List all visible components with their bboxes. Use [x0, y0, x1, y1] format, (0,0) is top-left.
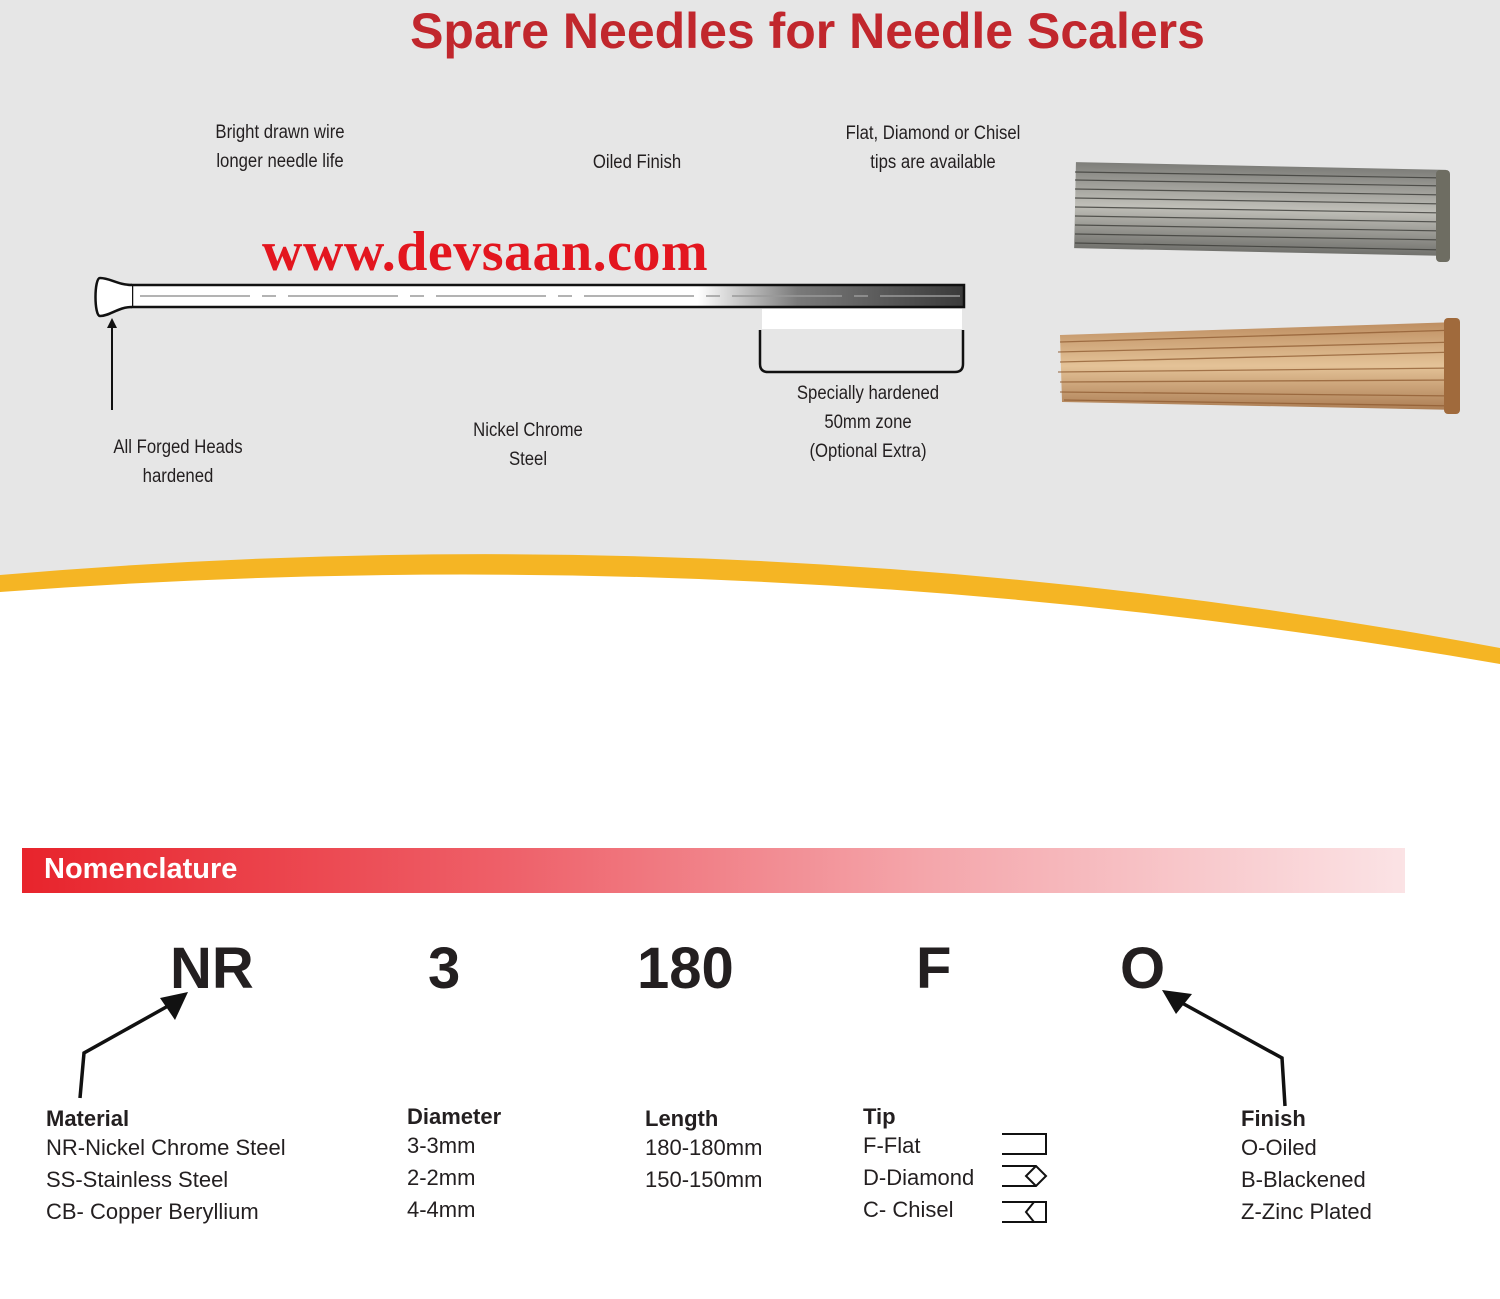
code-tip: F [916, 936, 952, 1001]
tip-item: F-Flat [863, 1133, 921, 1158]
tip-column [863, 1104, 974, 1226]
page-title: Spare Needles for Needle Scalers [410, 3, 1205, 59]
material-column [46, 1106, 286, 1228]
nickel-chrome-callout: Nickel Chrome Steel [473, 420, 583, 470]
website-url: www.devsaan.com [262, 221, 709, 283]
finish-column [1241, 1106, 1372, 1228]
length-heading: Length [645, 1106, 719, 1131]
diameter-heading: Diameter [407, 1104, 502, 1129]
finish-item: Z-Zinc Plated [1241, 1199, 1372, 1224]
bright-wire-callout: Bright drawn wire longer needle life [215, 122, 345, 172]
length-item: 180-180mm [645, 1135, 763, 1160]
material-item: NR-Nickel Chrome Steel [46, 1135, 286, 1160]
diameter-item: 3-3mm [407, 1133, 476, 1158]
tip-item: C- Chisel [863, 1197, 954, 1222]
hardened-zone-callout: Specially hardened 50mm zone (Optional Extra) [796, 383, 940, 462]
flat-tip-icon [1002, 1134, 1046, 1154]
diameter-item: 4-4mm [407, 1197, 476, 1222]
material-item: SS-Stainless Steel [46, 1167, 229, 1192]
diamond-tip-icon [1002, 1166, 1046, 1186]
code-material: NR [170, 936, 254, 1001]
diameter-column [407, 1104, 501, 1226]
material-heading: Material [46, 1106, 130, 1131]
code-length: 180 [637, 936, 734, 1001]
code-finish: O [1120, 936, 1166, 1001]
forged-heads-callout: All Forged Heads hardened [113, 437, 243, 487]
tip-item: D-Diamond [863, 1165, 975, 1190]
oiled-finish-callout: Oiled Finish [592, 152, 682, 173]
material-arrow [80, 992, 188, 1098]
diameter-item: 2-2mm [407, 1165, 476, 1190]
finish-item: O-Oiled [1241, 1135, 1317, 1160]
finish-heading: Finish [1241, 1106, 1306, 1131]
tip-heading: Tip [863, 1104, 896, 1129]
code-diameter: 3 [428, 936, 461, 1001]
steel-needles-photo [1074, 162, 1450, 262]
tips-callout: Flat, Diamond or Chisel tips are available [845, 123, 1021, 173]
material-item: CB- Copper Beryllium [46, 1199, 259, 1224]
finish-arrow [1162, 990, 1285, 1106]
chisel-tip-icon [1002, 1202, 1046, 1222]
finish-item: B-Blackened [1241, 1167, 1366, 1192]
length-column [645, 1106, 762, 1196]
nomenclature-heading: Nomenclature [44, 853, 238, 885]
length-item: 150-150mm [645, 1167, 763, 1192]
